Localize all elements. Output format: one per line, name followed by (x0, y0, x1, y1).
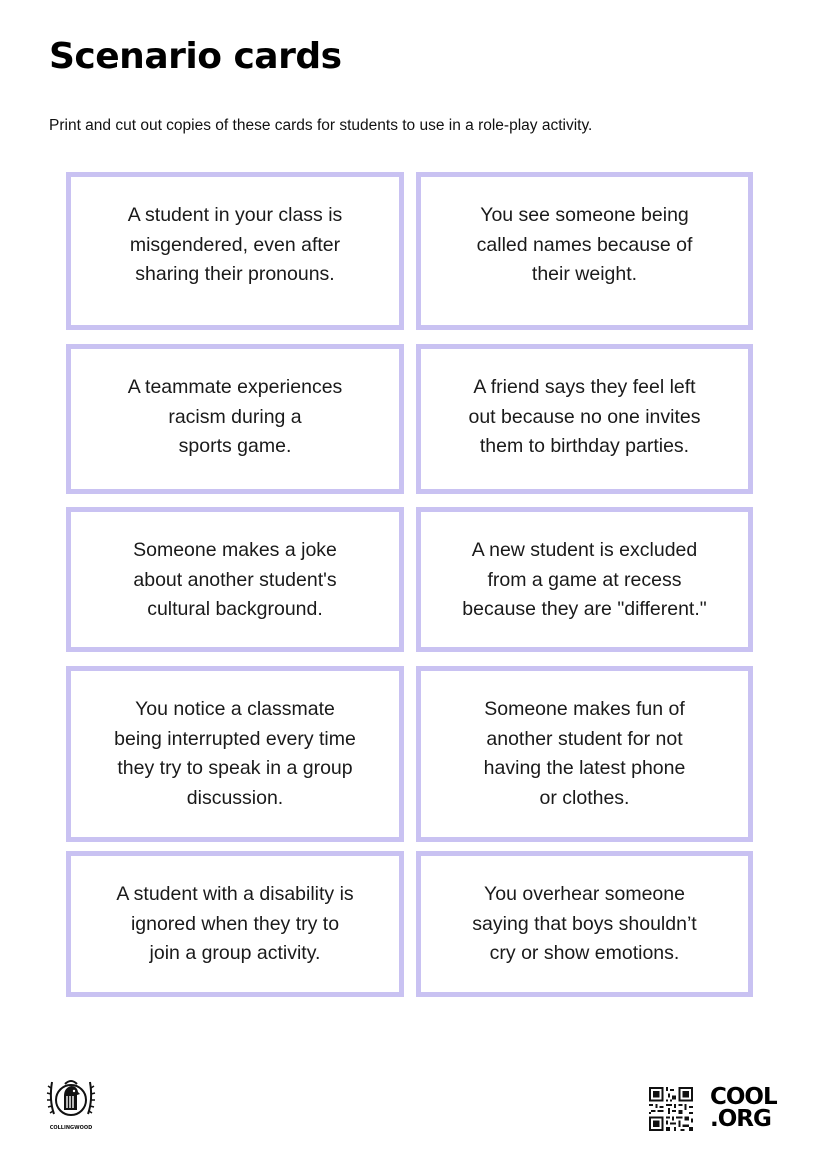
scenario-card (416, 344, 753, 494)
scenario-card (66, 172, 404, 330)
scenario-card (66, 851, 404, 997)
collingwood-magpie-emblem-icon (46, 1074, 96, 1134)
collingwood-logo-text: COLLINGWOOD (49, 1125, 93, 1131)
scenario-card (416, 172, 753, 330)
scenario-card (416, 507, 753, 652)
card-text: A friend says they feel left out because no one invites them to birthday parties. (468, 376, 701, 458)
card-text: Someone makes fun of another student for not having the latest phone or clothes. (483, 698, 686, 809)
scenario-card (66, 666, 404, 842)
card-text: You overhear someone saying that boys shouldn’t cry or show emotions. (472, 883, 697, 965)
cool-org-logo-line1: COOL (710, 1084, 777, 1110)
card-text: A student in your class is misgendered, even after sharing their pronouns. (127, 204, 343, 286)
qr-code-icon (649, 1087, 693, 1131)
cool-org-logo (710, 1086, 776, 1132)
card-text: A teammate experiences racism during a sports game. (127, 376, 343, 458)
intro-text: Print and cut out copies of these cards for students to use in a role-play activity. (49, 117, 593, 134)
card-text: A student with a disability is ignored when they try to join a group activity. (116, 883, 354, 965)
card-text: You notice a classmate being interrupted every time they try to speak in a group discussion. (114, 698, 356, 809)
scenario-card (66, 507, 404, 652)
card-text: A new student is excluded from a game at recess because they are "different." (462, 539, 707, 621)
cool-org-logo-line2: .ORG (710, 1106, 771, 1132)
card-text: You see someone being called names because of their weight. (476, 204, 693, 286)
scenario-card (416, 851, 753, 997)
scenario-card (66, 344, 404, 494)
scenario-card (416, 666, 753, 842)
page-title: Scenario cards (49, 36, 342, 77)
card-text: Someone makes a joke about another student's cultural background. (133, 539, 337, 621)
